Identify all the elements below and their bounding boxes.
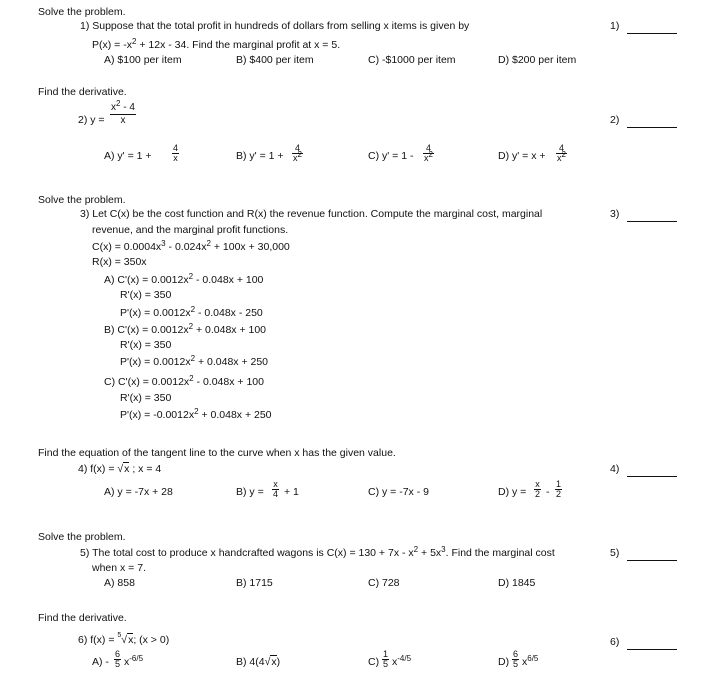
choice-d: D) <box>498 656 510 668</box>
section-heading: Solve the problem. <box>38 194 126 206</box>
choice-c: C) <box>368 656 380 668</box>
fraction: $\frac{4}{x2}$ <box>424 143 433 163</box>
choice-d: D) $200 per item <box>498 54 577 66</box>
question-label: 2) y = <box>78 114 105 126</box>
choice-a: A) $100 per item <box>104 54 182 66</box>
choice-a-tail: $x^{-6/5}$ <box>124 654 144 668</box>
choice-c: C) y' = 1 - <box>368 150 414 162</box>
answer-blank[interactable] <box>627 126 677 128</box>
cost-function: $C(x) = 0.0004x^3 - 0.024x^2 + 100x + 30,000$ <box>92 239 290 253</box>
answer-number: 3) <box>610 208 620 220</box>
choice-d: D) 1845 <box>498 577 536 589</box>
section-heading: Solve the problem. <box>38 531 126 543</box>
minus-sign: - <box>546 486 550 498</box>
question-text: 4) f(x) = √x ; x = 4 <box>78 463 162 475</box>
question-text: when x = 7. <box>92 562 146 574</box>
choice-b: B) y = <box>236 486 264 498</box>
choice-c-line: R'(x) = 350 <box>120 392 172 404</box>
choice-b-tail: + 1 <box>284 486 299 498</box>
section-heading: Solve the problem. <box>38 6 126 18</box>
fraction: $\frac{1}{2}$ <box>556 479 562 499</box>
answer-blank[interactable] <box>627 475 677 477</box>
choice-b-line: R'(x) = 350 <box>120 339 172 351</box>
question-text: $P(x) = -x^2 + 12x - 34$. Find the marginal profit at x = 5. <box>92 37 341 51</box>
choice-c-tail: $x^{-4/5}$ <box>392 654 412 668</box>
answer-blank[interactable] <box>627 559 677 561</box>
fraction: $\frac{x^2 - 4}{x}$ <box>111 99 135 126</box>
answer-number: 6) <box>610 636 620 648</box>
choice-b: B) $400 per item <box>236 54 314 66</box>
question-text: 6) f(x) = $^5$√x; (x > 0) <box>78 632 170 646</box>
fraction: $\frac{1}{5}$ <box>383 649 389 669</box>
fraction: $\frac{4}{x2}$ <box>293 143 302 163</box>
choice-c: C) 728 <box>368 577 400 589</box>
answer-blank[interactable] <box>627 648 677 650</box>
choice-d: D) y' = x + <box>498 150 546 162</box>
choice-c-line: $P'(x) = -0.0012x^2 + 0.048x + 250$ <box>120 407 272 421</box>
fraction: $\frac{x}{2}$ <box>535 479 541 499</box>
fraction: $\frac{6}{5}$ <box>115 649 121 669</box>
question-text: 3) Let C(x) be the cost function and R(x) the revenue function. Compute the marginal cost, marginal <box>80 208 543 220</box>
choice-c: C) y = -7x - 9 <box>368 486 429 498</box>
revenue-function: R(x) = 350x <box>92 256 147 268</box>
choice-a-line: R'(x) = 350 <box>120 289 172 301</box>
section-heading: Find the derivative. <box>38 86 127 98</box>
choice-c: C) -$1000 per item <box>368 54 456 66</box>
section-heading: Find the equation of the tangent line to the curve when x has the given value. <box>38 447 396 459</box>
fraction: $\frac{6}{5}$ <box>513 649 519 669</box>
fraction: $\frac{x}{4}$ <box>273 479 279 499</box>
choice-d: D) y = <box>498 486 527 498</box>
fraction: $\frac{4}{x}$ <box>173 143 179 163</box>
answer-blank[interactable] <box>627 32 677 34</box>
question-text: 5) The total cost to produce x handcrafted wagons is $C(x) = 130 + 7x - x^2 + 5x^3$. Find the marginal cost <box>80 545 555 559</box>
choice-b: B) y' = 1 + <box>236 150 284 162</box>
answer-number: 2) <box>610 114 620 126</box>
choice-b: B) $C'(x) = 0.0012x^2 + 0.048x + 100$ <box>104 322 267 336</box>
answer-blank[interactable] <box>627 220 677 222</box>
choice-a-line: $P'(x) = 0.0012x^2 - 0.048x - 250$ <box>120 305 263 319</box>
question-text: revenue, and the marginal profit functions. <box>92 224 289 236</box>
question-text: 1) Suppose that the total profit in hundreds of dollars from selling x items is given by <box>80 20 470 32</box>
answer-number: 4) <box>610 463 620 475</box>
choice-b: B) 1715 <box>236 577 273 589</box>
section-heading: Find the derivative. <box>38 612 127 624</box>
fraction: $\frac{4}{x2}$ <box>557 143 566 163</box>
choice-a: A) y' = 1 + <box>104 150 152 162</box>
choice-a: A) y = -7x + 28 <box>104 486 173 498</box>
choice-a: A) 858 <box>104 577 135 589</box>
choice-b: B) 4(4√x) <box>236 656 281 668</box>
answer-number: 5) <box>610 547 620 559</box>
choice-a: A) - <box>92 656 109 668</box>
choice-d-tail: $x^{6/5}$ <box>522 654 539 668</box>
choice-a: A) $C'(x) = 0.0012x^2 - 0.048x + 100$ <box>104 272 264 286</box>
answer-number: 1) <box>610 20 620 32</box>
choice-b-line: $P'(x) = 0.0012x^2 + 0.048x + 250$ <box>120 354 269 368</box>
choice-c: C) $C'(x) = 0.0012x^2 - 0.048x + 100$ <box>104 374 264 388</box>
